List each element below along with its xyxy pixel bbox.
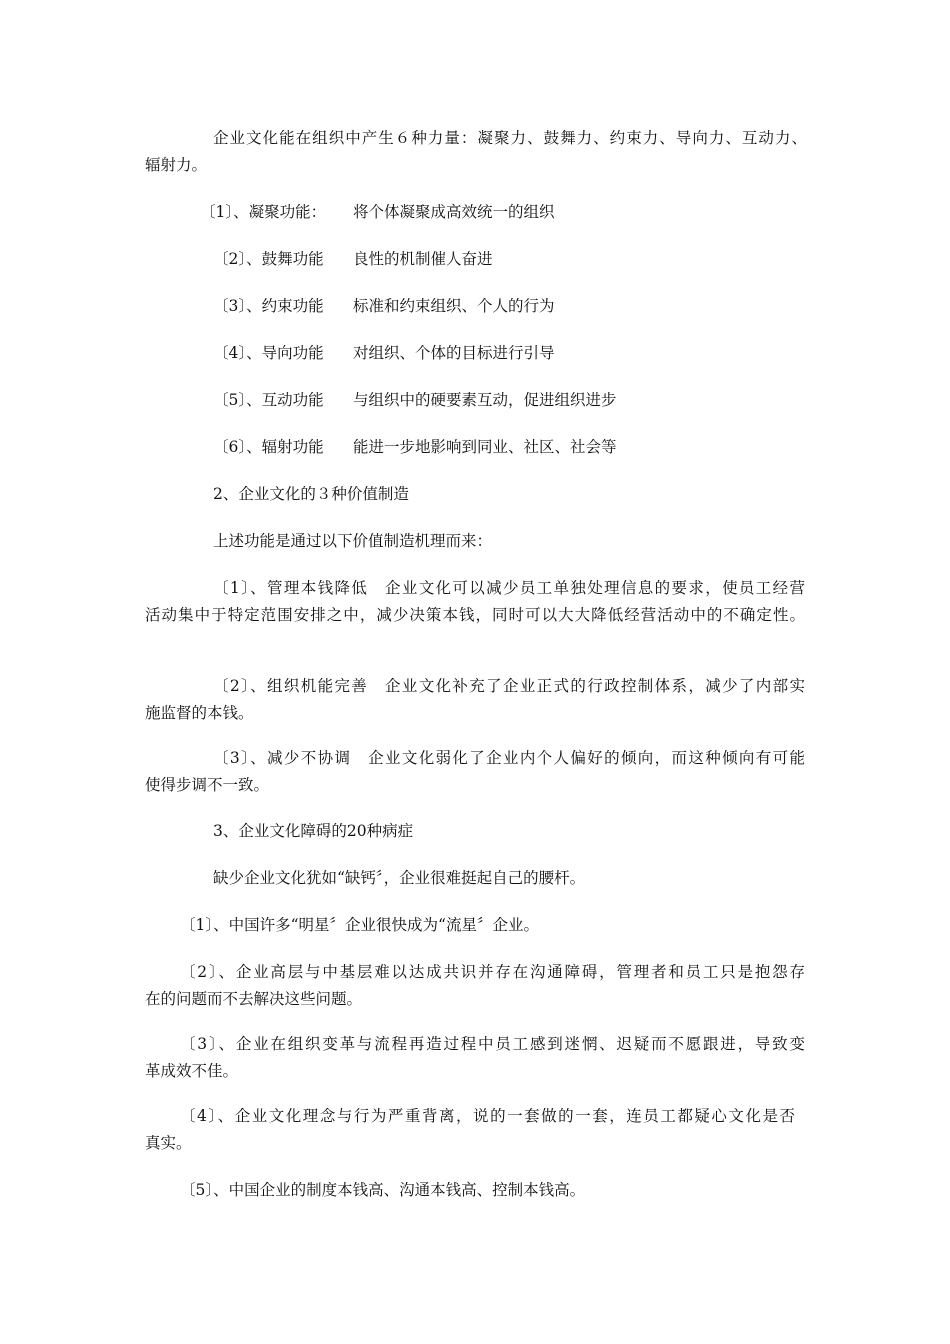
function-3-label: 〔3〕、约束功能 (213, 297, 324, 315)
function-3-desc: 标准和约束组织、个人的行为 (353, 297, 555, 315)
function-6-desc: 能进一步地影响到同业、社区、社会等 (353, 438, 617, 456)
function-4-label: 〔4〕、导向功能 (213, 344, 324, 362)
function-2-label: 〔2〕、鼓舞功能 (213, 250, 324, 268)
function-5-desc: 与组织中的硬要素互动，促进组织进步 (353, 391, 617, 409)
function-2-desc: 良性的机制催人奋进 (353, 250, 493, 268)
symptom-4-line-2: 真实。 (145, 1134, 192, 1152)
intro-line-1: 企业文化能在组织中产生６种力量：凝聚力、鼓舞力、约束力、导向力、互动力、 (213, 129, 807, 147)
function-4-desc: 对组织、个体的目标进行引导 (353, 344, 555, 362)
value-item-1-line-2: 活动集中于特定范围安排之中，减少决策本钱，同时可以大大降低经营活动中的不确定性。 (145, 606, 805, 624)
function-1-desc: 将个体凝聚成高效统一的组织 (353, 203, 555, 221)
symptom-2-line-2: 在的问题而不去解决这些问题。 (145, 990, 363, 1008)
function-5-label: 〔5〕、互动功能 (213, 391, 324, 409)
symptom-4-line-1: 〔4〕、企业文化理念与行为严重背离，说的一套做的一套，连员工都疑心文化是否 (180, 1107, 795, 1125)
intro-line-2: 辐射力。 (145, 156, 208, 174)
section-2-intro: 上述功能是通过以下价值制造机理而来： (213, 532, 493, 550)
value-item-2-line-2: 施监督的本钱。 (145, 704, 254, 722)
function-1-label: 〔1〕、凝聚功能： (200, 203, 327, 221)
symptom-1: 〔1〕、中国许多“明星〞企业很快成为“流星〞企业。 (180, 916, 539, 934)
function-6-label: 〔6〕、辐射功能 (213, 438, 324, 456)
value-item-2-line-1: 〔2〕、组织机能完善 企业文化补充了企业正式的行政控制体系，减少了内部实 (213, 677, 805, 695)
section-2-heading: 2、企业文化的３种价值制造 (213, 485, 409, 503)
symptom-5: 〔5〕、中国企业的制度本钱高、沟通本钱高、控制本钱高。 (180, 1181, 586, 1199)
symptom-3-line-2: 革成效不佳。 (145, 1062, 239, 1080)
symptom-2-line-1: 〔2〕、企业高层与中基层难以达成共识并存在沟通障碍，管理者和员工只是抱怨存 (180, 963, 805, 981)
section-3-heading: 3、企业文化障碍的20种病症 (213, 822, 414, 840)
section-3-intro: 缺少企业文化犹如“缺钙〞，企业很难挺起自己的腰杆。 (213, 869, 586, 887)
symptom-3-line-1: 〔3〕、企业在组织变革与流程再造过程中员工感到迷惘、迟疑而不愿跟进，导致变 (180, 1035, 805, 1053)
value-item-1-line-1: 〔1〕、管理本钱降低 企业文化可以减少员工单独处理信息的要求，使员工经营 (213, 579, 805, 597)
value-item-3-line-1: 〔3〕、减少不协调 企业文化弱化了企业内个人偏好的倾向，而这种倾向有可能 (213, 749, 805, 767)
value-item-3-line-2: 使得步调不一致。 (145, 776, 270, 794)
